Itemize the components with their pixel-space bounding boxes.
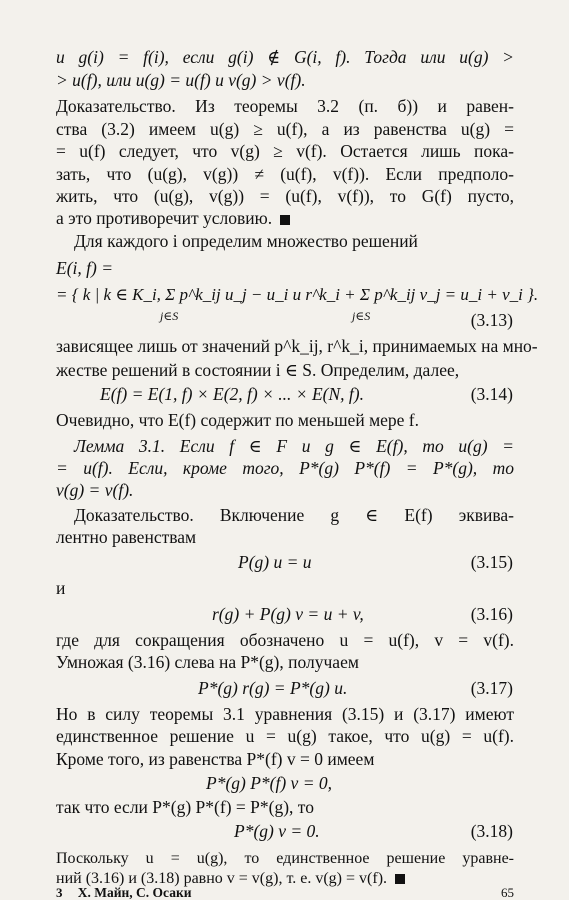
text-line: Поскольку u = u(g), то единственное решение уравне- <box>56 850 514 867</box>
text-line: лентно равенствам <box>56 527 197 547</box>
proof-heading-line: Доказательство. Включение g ∈ E(f) эквива- <box>74 505 514 525</box>
equation: P*(g) r(g) = P*(g) u. <box>198 678 348 698</box>
equation: P(g) u = u <box>238 552 312 572</box>
equation-number: (3.14) <box>470 384 513 404</box>
text-line: Для каждого i определим множество решений <box>74 231 418 251</box>
text-line: u g(i) = f(i), если g(i) ∉ G(i, f). Тогда или u(g) > <box>56 47 514 67</box>
equation: r(g) + P(g) v = u + v, <box>212 604 364 624</box>
text-line: где для сокращения обозначено u = u(f), v = v(f). <box>56 630 514 650</box>
lemma-line: Лемма 3.1. Если f ∈ F и g ∈ E(f), то u(g) = <box>74 436 514 456</box>
lemma-line: = u(f). Если, кроме того, P*(g) P*(f) = P*(g), то <box>56 458 514 478</box>
text-line: Умножая (3.16) слева на P*(g), получаем <box>56 652 359 672</box>
text-line: Кроме того, из равенства P*(f) v = 0 имеем <box>56 749 375 769</box>
footer-author: Х. Майн, С. Осаки <box>77 885 192 900</box>
equation-number: (3.18) <box>470 821 513 841</box>
text-line: и <box>56 578 66 598</box>
text-line: ства (3.2) имеем u(g) ≥ u(f), а из равенства u(g) = <box>56 119 514 139</box>
equation-number: (3.16) <box>470 604 513 624</box>
equation-line: = { k | k ∈ K_i, Σ p^k_ij u_j − u_i и r^k_i + Σ p^k_ij v_j = u_i + v_i }. <box>56 285 539 304</box>
equation: P*(g) v = 0. <box>234 821 320 841</box>
text-line: единственное решение u = u(g) такое, что u(g) = u(f). <box>56 726 514 746</box>
qed-mark <box>280 215 290 225</box>
lemma-line: v(g) = v(f). <box>56 480 134 500</box>
sum-index: j∈S <box>352 309 371 323</box>
signature-mark: 3 <box>56 885 63 900</box>
text-line: зависящее лишь от значений p^k_ij, r^k_i, принимаемых на мно- <box>56 336 538 356</box>
page-number: 65 <box>501 885 514 900</box>
text-line: так что если P*(g) P*(f) = P*(g), то <box>56 797 314 817</box>
text-line: Очевидно, что E(f) содержит по меньшей мере f. <box>56 410 420 430</box>
text-line: жестве решений в состоянии i ∈ S. Определим, далее, <box>56 360 460 380</box>
equation-number: (3.15) <box>470 552 513 572</box>
text-line: а это противоречит условию. <box>56 208 514 229</box>
page-footer <box>56 886 514 900</box>
sum-index: j∈S <box>160 309 179 323</box>
text-line: > u(f), или u(g) = u(f) и v(g) > v(f). <box>56 70 306 90</box>
text-line: Но в силу теоремы 3.1 уравнения (3.15) и (3.17) имеют <box>56 704 514 724</box>
equation-number: (3.17) <box>470 678 513 698</box>
equation-line: E(i, f) = <box>56 258 114 278</box>
equation-number: (3.13) <box>470 310 513 330</box>
equation: P*(g) P*(f) v = 0, <box>206 773 333 793</box>
proof-heading-line: Доказательство. Из теоремы 3.2 (п. б)) и равен- <box>56 96 514 116</box>
text-line: ний (3.16) и (3.18) равно v = v(g), т. е. v(g) = v(f). <box>56 869 514 888</box>
text-line: = u(f) следует, что v(g) ≥ v(f). Остается лишь пока- <box>56 141 514 161</box>
qed-mark <box>395 874 405 884</box>
text-line: жить, что (u(g), v(g)) = (u(f), v(f)), то G(f) пусто, <box>56 186 514 206</box>
text-line: зать, что (u(g), v(g)) ≠ (u(f), v(f)). Если предполо- <box>56 164 514 184</box>
equation: E(f) = E(1, f) × E(2, f) × ... × E(N, f). <box>100 384 364 404</box>
